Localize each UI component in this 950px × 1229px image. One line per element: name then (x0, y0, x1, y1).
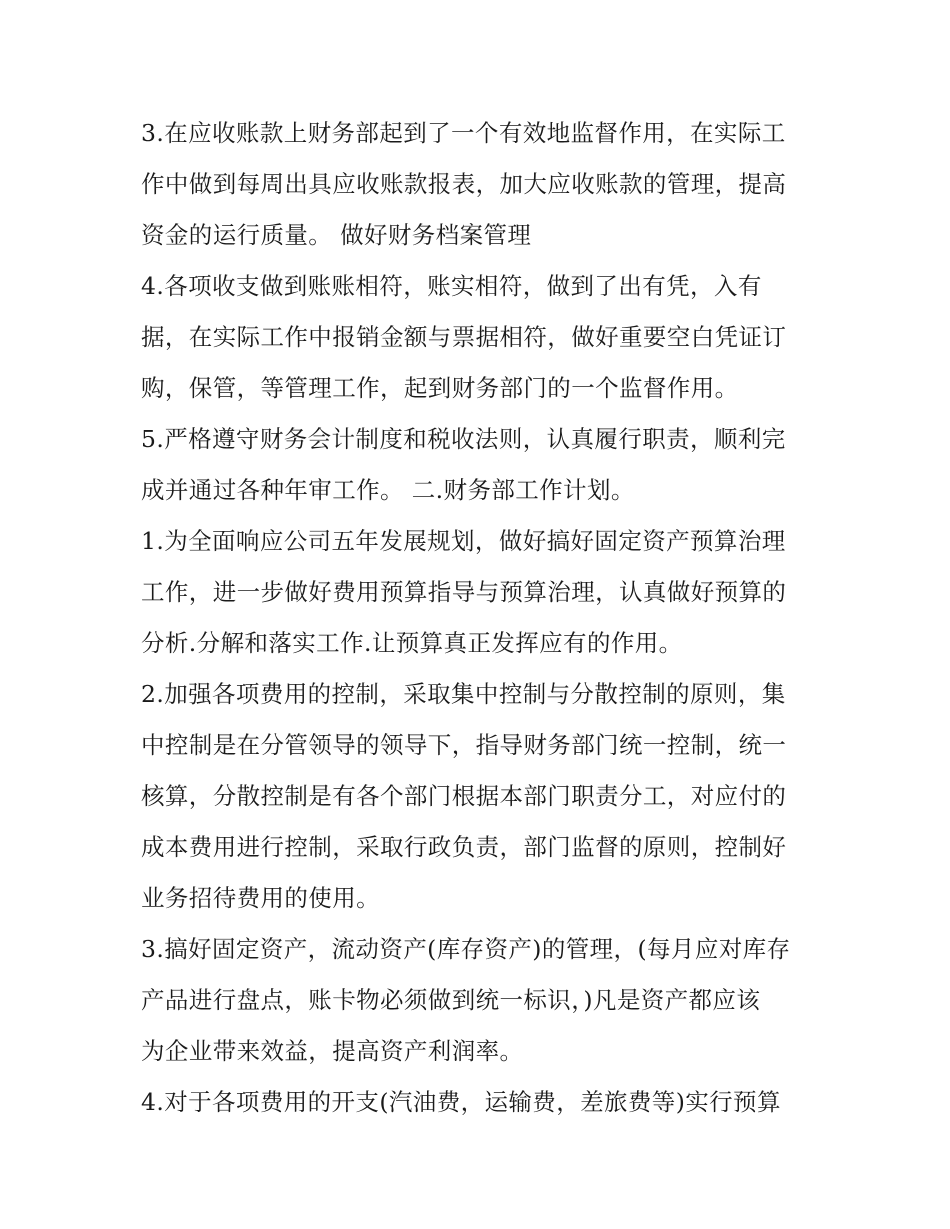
text-line: 2.加强各项费用的控制，采取集中控制与分散控制的原则，集 (141, 680, 786, 708)
text-line: 作中做到每周出具应收账款报表，加大应收账款的管理，提高 (141, 170, 787, 198)
text-line: 1.为全面响应公司五年发展规划，做好搞好固定资产预算治理 (141, 527, 786, 555)
text-line: 5.严格遵守财务会计制度和税收法则，认真履行职责，顺利完 (141, 425, 786, 453)
text-line: 产品进行盘点，账卡物必须做到统一标识，)凡是资产都应该 (141, 986, 761, 1014)
text-line: 购，保管，等管理工作，起到财务部门的一个监督作用。 (141, 374, 739, 402)
text-line: 4.对于各项费用的开支(汽油费，运输费，差旅费等)实行预算 (141, 1088, 781, 1116)
text-line: 资金的运行质量。 做好财务档案管理 (141, 221, 532, 249)
text-line: 分析.分解和落实工作.让预算真正发挥应有的作用。 (141, 629, 683, 657)
text-line: 3.在应收账款上财务部起到了一个有效地监督作用，在实际工 (141, 119, 786, 147)
text-line: 核算，分散控制是有各个部门根据本部门职责分工，对应付的 (141, 782, 787, 810)
text-line: 为企业带来效益，提高资产利润率。 (141, 1037, 524, 1065)
text-line: 4.各项收支做到账账相符，账实相符，做到了出有凭，入有 (141, 272, 762, 300)
text-line: 成并通过各种年审工作。 二.财务部工作计划。 (141, 476, 635, 504)
text-line: 据，在实际工作中报销金额与票据相符，做好重要空白凭证订 (141, 323, 787, 351)
text-line: 中控制是在分管领导的领导下，指导财务部门统一控制，统一 (141, 731, 787, 759)
text-line: 工作，进一步做好费用预算指导与预算治理，认真做好预算的 (141, 578, 787, 606)
body-text (141, 108, 821, 1128)
text-line: 业务招待费用的使用。 (141, 884, 380, 912)
text-line: 成本费用进行控制，采取行政负责，部门监督的原则，控制好 (141, 833, 787, 861)
text-line: 3.搞好固定资产，流动资产(库存资产)的管理，(每月应对库存 (141, 935, 791, 963)
